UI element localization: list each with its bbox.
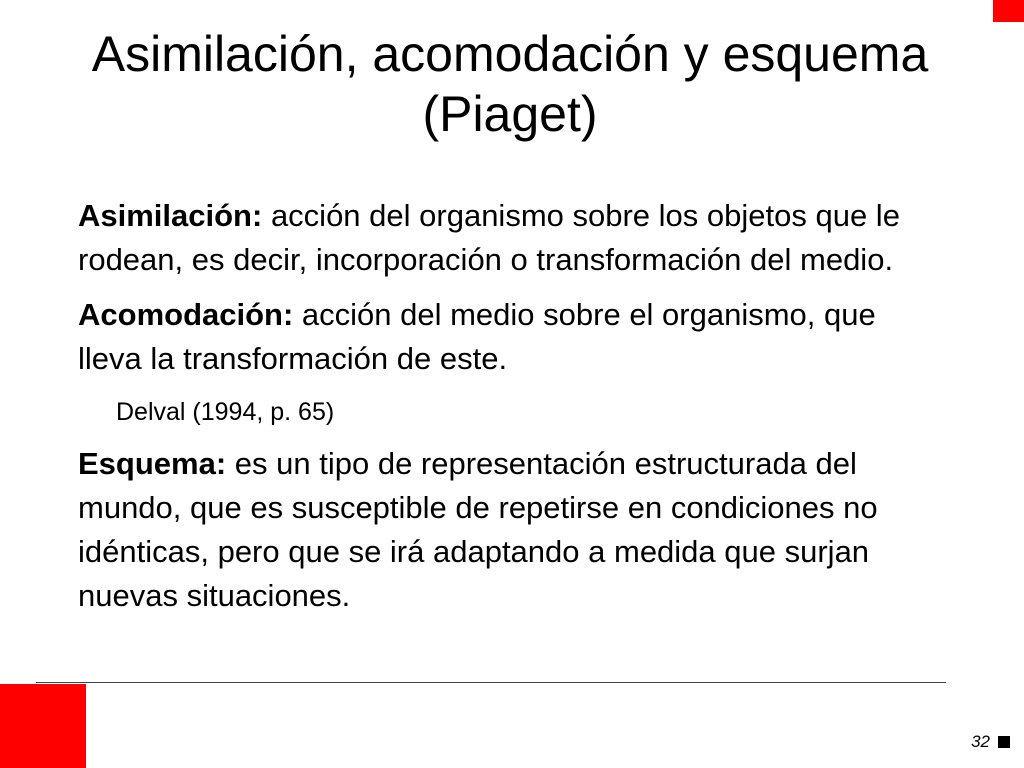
footer-divider (36, 682, 946, 683)
slide-footer (971, 732, 1010, 752)
definition-asimilacion (78, 194, 938, 282)
slide-body (78, 194, 938, 629)
definition-text-asimilacion: acción del organismo sobre los objetos que le rodean, es decir, incorporación o transformación del medio. (78, 198, 900, 277)
definition-esquema (78, 442, 938, 618)
term-asimilacion: Asimilación: (78, 198, 263, 233)
term-acomodacion: Acomodación: (78, 297, 294, 332)
page-number: 32 (971, 732, 990, 751)
slide-title: Asimilación, acomodación y esquema (Piaget) (91, 26, 929, 142)
term-esquema: Esquema: (78, 446, 227, 481)
citation: Delval (1994, p. 65) (116, 398, 335, 426)
definition-acomodacion (78, 293, 938, 381)
red-block-decoration (0, 684, 86, 768)
definition-text-acomodacion: acción del medio sobre el organismo, que lleva la transformación de este. (78, 297, 876, 376)
red-corner-decoration (993, 0, 1024, 22)
definition-text-esquema: es un tipo de representación estructurada del mundo, que es susceptible de repetirse en condiciones no idénticas, pero que se irá adaptando a medida que surjan nuevas situaciones. (78, 446, 878, 613)
square-icon (998, 736, 1010, 748)
